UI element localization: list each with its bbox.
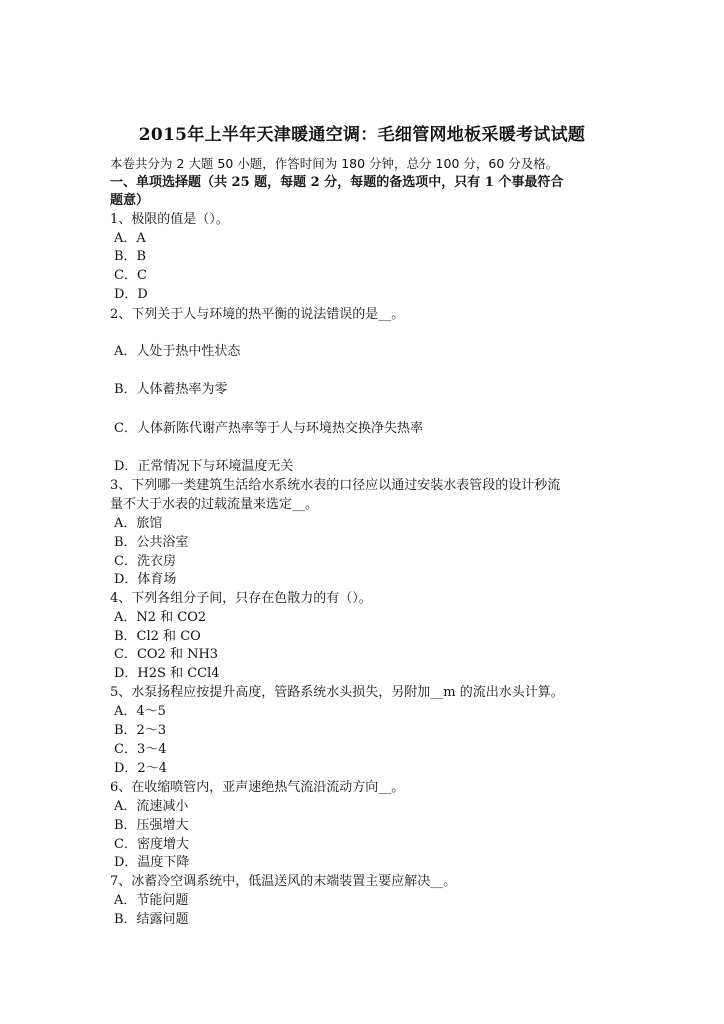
question-7-option-a: A．节能问题 xyxy=(114,893,189,908)
question-5-option-a: A．4～5 xyxy=(114,704,166,719)
question-1-stem: 1、极限的值是（）。 xyxy=(110,212,229,227)
question-4-option-a: A．N2 和 CO2 xyxy=(114,610,207,625)
question-2-option-c: C．人体新陈代谢产热率等于人与环境热交换净失热率 xyxy=(114,421,423,436)
question-2-option-a: A．人处于热中性状态 xyxy=(114,344,241,359)
question-4-option-c: C．CO2 和 NH3 xyxy=(114,647,219,662)
question-2-option-b: B．人体蓄热率为零 xyxy=(114,382,228,397)
section-heading-line2: 题意） xyxy=(110,193,150,208)
question-3-option-a: A．旅馆 xyxy=(114,516,163,531)
question-6-option-b: B．压强增大 xyxy=(114,818,189,833)
question-7-option-b: B．结露问题 xyxy=(114,912,189,927)
question-4-stem: 4、下列各组分子间，只存在色散力的有（）。 xyxy=(110,591,372,606)
question-6-option-c: C．密度增大 xyxy=(114,837,189,852)
exam-intro: 本卷共分为 2 大题 50 小题，作答时间为 180 分钟，总分 100 分，60 分及格。 xyxy=(110,156,559,171)
question-2-option-d: D．正常情况下与环境温度无关 xyxy=(114,459,294,474)
question-7-stem: 7、冰蓄冷空调系统中，低温送风的末端装置主要应解决__。 xyxy=(110,874,457,889)
question-6-option-a: A．流速减小 xyxy=(114,799,189,814)
question-3-option-c: C．洗衣房 xyxy=(114,554,176,569)
question-4-option-d: D．H2S 和 CCl4 xyxy=(114,666,220,681)
question-6-option-d: D．温度下降 xyxy=(114,855,190,870)
question-3-option-b: B．公共浴室 xyxy=(114,535,189,550)
document-title: 2015年上半年天津暖通空调：毛细管网地板采暖考试试题 xyxy=(138,125,586,145)
question-5-option-c: C．3～4 xyxy=(114,742,167,757)
question-6-stem: 6、在收缩喷管内，亚声速绝热气流沿流动方向__。 xyxy=(110,780,405,795)
question-5-option-d: D．2～4 xyxy=(114,761,167,776)
question-3-option-d: D．体育场 xyxy=(114,572,177,587)
question-1-option-d: D．D xyxy=(114,287,148,302)
question-3-stem-line1: 3、下列哪一类建筑生活给水系统水表的口径应以通过安装水表管段的设计秒流 xyxy=(110,478,561,493)
question-1-option-a: A．A xyxy=(114,231,146,246)
question-4-option-b: B．Cl2 和 CO xyxy=(114,629,201,644)
question-5-option-b: B．2～3 xyxy=(114,723,167,738)
question-2-stem: 2、下列关于人与环境的热平衡的说法错误的是__。 xyxy=(110,307,405,322)
question-1-option-b: B．B xyxy=(114,249,147,264)
question-1-option-c: C．C xyxy=(114,268,147,283)
question-3-stem-line2: 量不大于水表的过载流量来选定__。 xyxy=(110,497,319,512)
question-5-stem: 5、水泵扬程应按提升高度，管路系统水头损失，另附加__m 的流出水头计算。 xyxy=(110,685,564,700)
section-heading-line1: 一、单项选择题（共 25 题，每题 2 分，每题的备选项中，只有 1 个事最符合 xyxy=(110,175,564,190)
